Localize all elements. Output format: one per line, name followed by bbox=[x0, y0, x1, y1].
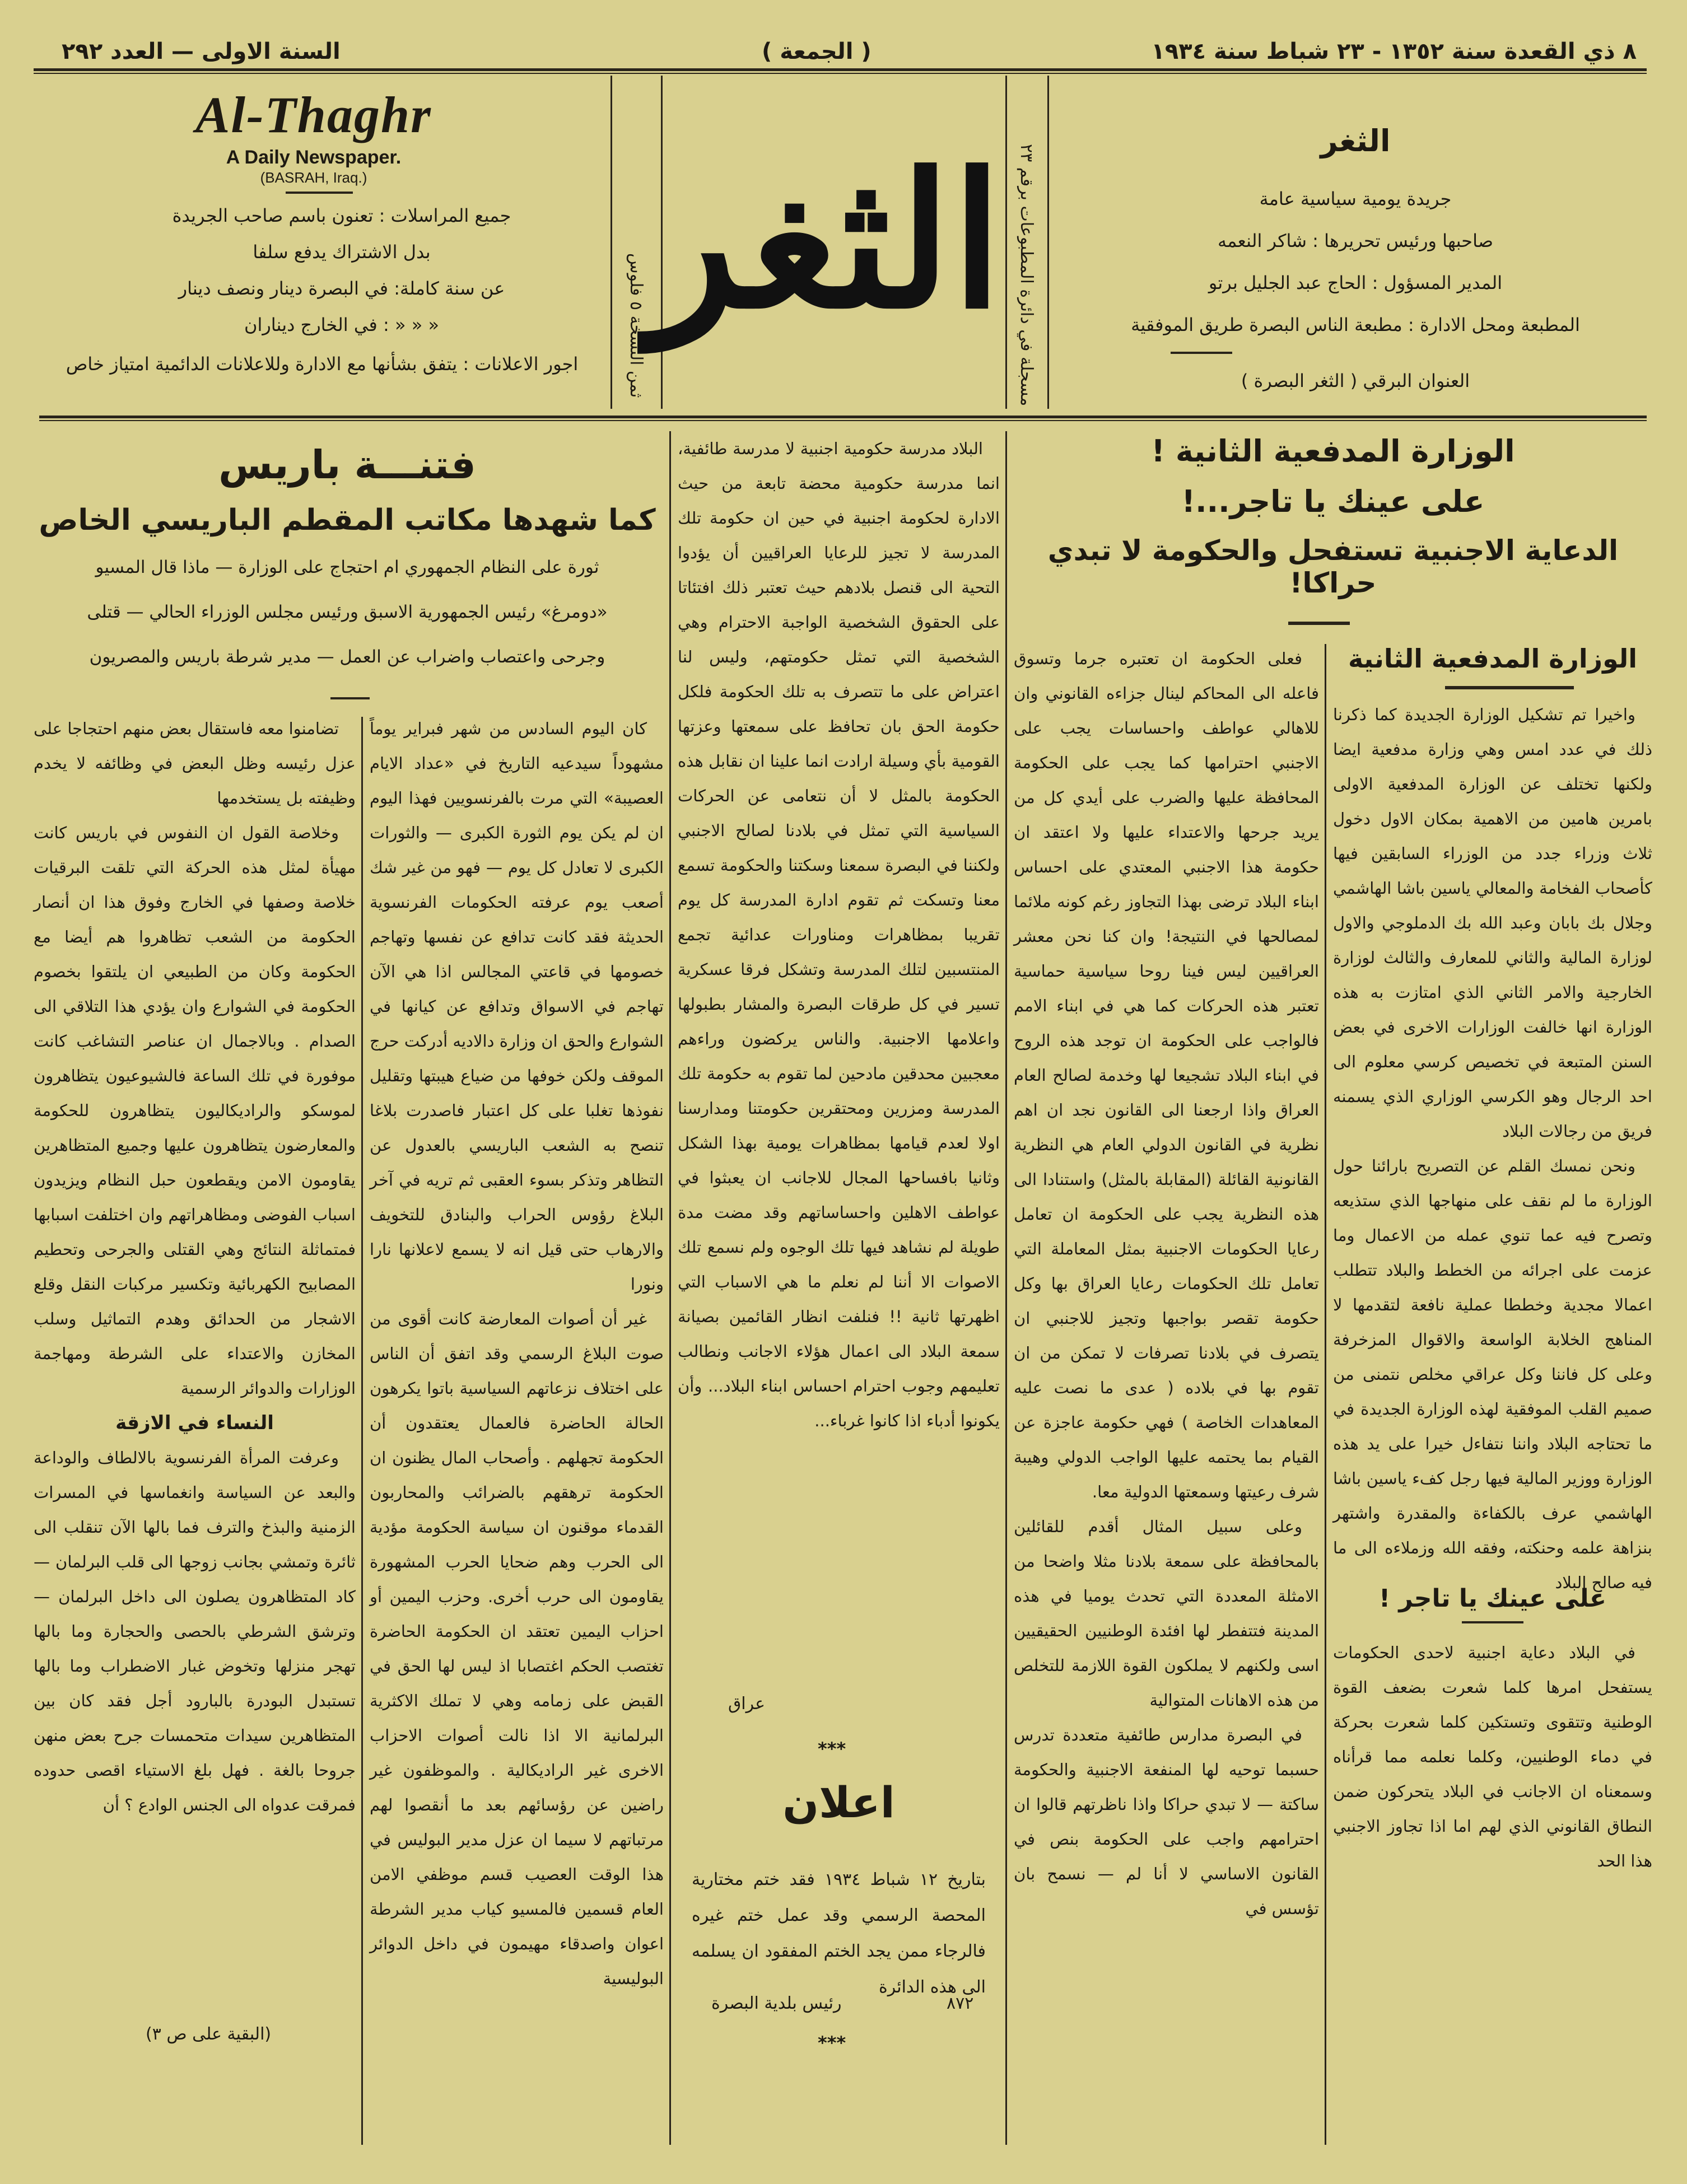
paragraph: في البلاد دعاية اجنبية لاحدى الحكومات يستفحل امرها كلما شعرت بضعف القوة الوطنية وتتقوى وتستكين كلما شعرت بحركة في دماء الوطنيين، وكلما نعلمه مما قرأناه وسمعناه ان الاجانب في البلاد يتحركون ضمن النطاق القانوني الذي لهم اما اذا تجاوز الاجنبي هذا الحد bbox=[1333, 1643, 1652, 1870]
lead-headline: على عينك يا تاجر...! bbox=[1181, 484, 1485, 519]
paragraph: تضامنوا معه فاستقال بعض منهم احتجاجا على عزل رئيسه وظل البعض في وظائفه لا يخدم وظيفته بل يستخدمها bbox=[34, 719, 356, 808]
paragraph: البلاد مدرسة حكومية اجنبية لا مدرسة طائفية، انما مدرسة حكومية محضة تابعة من حيث الادارة لحكومة اجنبية في حين ان حكومة تلك المدرسة لا تجيز للرعايا العراقيين أن يؤدوا التحية الى قنصل بلادهم حيث تعتبر ذلك افتئاتا على الحقوق الشخصية الواجبة الاحترام وهي الشخصية التي تمثل حكومتهم، وليس لنا اعتراض على ما تتصرف به تلك الحكومة فلكل حكومة الحق بان تحافظ على سمعتها وعزتها القومية بأي وسيلة ارادت انما علينا ان نقابل هذه الحكومة بالمثل لا أن نتعامى عن الحركات السياسية التي تمثل في بلادنا لصالح الاجنبي ولكننا في البصرة سمعنا وسكتنا والحكومة تسمع معنا وتسكت ثم تقوم ادارة المدرسة كل يوم تقريبا بمظاهرات ومناورات عدائية تجمع المنتسبين لتلك المدرسة وتشكل فرقا عسكرية تسير في كل طرقات البصرة والمشار بطبولها واعلامها الاجنبية. والناس يركضون وراءهم معجبين محدقين مادحين لما تقوم به حكومة تلك المدرسة ومزرين ومحتقرين حكومتنا ومدارسنا اولا لعدم قيامها بمظاهرات يومية بهذا الشكل وثانيا بافساحها المجال للاجانب ان يعبثوا في عواطف الاهلين واحساساتهم وقد مضت مدة طويلة لم نشاهد فيها تلك الوجوه ولم نسمع تلك الاصوات الا أننا لم نعلم ما هي الاسباب التي اظهرتها ثانية !! فنلفت انظار القائمين بصيانة سمعة البلاد الى اعمال هؤلاء الاجانب ونطالب تعليمهم وجوب احترام احساس ابناء البلاد... وأن يكونوا أدباء اذا كانوا غرباء... bbox=[678, 439, 1000, 1430]
registration-strip: مسجلة في دائرة المطبوعات برقم ٢٣ bbox=[1017, 143, 1036, 406]
paragraph: ونحن نمسك القلم عن التصريح بارائنا حول الوزارة ما لم نقف على منهاجها الذي ستذيعه وتصرح فيه عما تنوي عمله من الاعمال وما عزمت على اجرائه من الخطط والبلاد تتطلب اعمالا مجدية وخططا عملية نافعة لتقدمها لا المناهج الخلابة الواسعة والاقوال المزخرفة وعلى كل فاننا وكل عراقي مخلص نتمنى من صميم القلب الموفقية لهذه الوزارة الجديدة في ما تحتاجه البلاد واننا نتفاءل خيرا على يد هذه الوزارة ووزير المالية فيها رجل كفء ياسين باشا الهاشمي عرف بالكفاءة والمقدرة واشتهر بنزاهة علمه وحنكته، وفقه الله وزملاءه الى ما فيه صالح البلاد bbox=[1333, 1156, 1652, 1592]
column-rule bbox=[1005, 431, 1007, 2145]
paragraph: وعلى سبيل المثال أقدم للقائلين بالمحافظة على سمعة بلادنا مثلا واضحا من الامثلة المعددة التي تحدث يوميا في هذه المدينة فتتفطر لها افئدة الوطنيين الحقيقيين اسى ولكنهم لا يملكون القوة اللازمة للتخلص من هذه الاهانات المتوالية bbox=[1014, 1517, 1319, 1710]
paragraph: واخيرا تم تشكيل الوزارة الجديدة كما ذكرنا ذلك في عدد امس وهي وزارة مدفعية ايضا ولكنها تختلف عن الوزارة المدفعية الاولى بامرين هامين من الاهمية بمكان الاول دخول ثلاث وزراء جدد من الوزراء السابقين فيها كأصحاب الفخامة والمعالي ياسين باشا الهاشمي وجلال بك بابان وعبد الله بك الدملوجي والاول لوزارة المالية والثاني للمعارف والثالث لوزارة الخارجية والامر الثاني الذي امتازت به هذه الوزارة انها خالفت الوزارات الاخرى في بعض السنن المتبعة في تخصيص كرسي معلوم الى احد الرجال وهو الكرسي الوزاري الذي يسمنه فريق من رجالات البلاد bbox=[1333, 705, 1652, 1141]
paris-summary-line: «دومرغ» رئيس الجمهورية الاسبق ورئيس مجلس الوزراء الحالي — قتلى bbox=[87, 602, 608, 622]
newspaper-logo: الثغر bbox=[647, 132, 1003, 349]
divider bbox=[286, 192, 353, 194]
paragraph: وخلاصة القول ان النفوس في باريس كانت مهيأة لمثل هذه الحركة التي تلقت البرقيات خلاصة وصفها في الخارج وفوق هذا ان أنصار الحكومة من الشعب تظاهروا هم أيضا مع الحكومة وكان من الطبيعي ان يلتقوا بخصوم الحكومة في الشوارع وان يؤدي هذا التلاقي الى الصدام . وبالاجمال ان عناصر التشاغب كانت موفورة في تلك الساعة فالشيوعيون يتظاهرون لموسكو والراديكاليون يتظاهرون للحكومة والمعارضون يتظاهرون عليها وجميع المتظاهرين يقاومون الامن ويقطعون حبل النظام ويزيدون اسباب الفوضى ومظاهراتهم وان اختلفت اسبابها فمتماثلة النتائج وهي القتلى والجرحى وتحطيم المصابيح الكهربائية وتكسير مركبات النقل وقلع الاشجار من الحدائق وهدم التماثيل وسلب المخازن والاعتداء على الشرطة ومهاجمة الوزارات والدوائر الرسمية bbox=[34, 823, 356, 1398]
article-signature: عراق bbox=[728, 1694, 766, 1714]
column-rule bbox=[1325, 644, 1326, 2145]
masthead-line: المطبعة ومحل الادارة : مطبعة الناس البصرة طريق الموفقية bbox=[1131, 314, 1580, 335]
issue-date: ٨ ذي القعدة سنة ١٣٥٢ - ٢٣ شباط سنة ١٩٣٤ bbox=[1151, 39, 1637, 64]
paragraph: غير أن أصوات المعارضة كانت أقوى من صوت البلاغ الرسمي وقد اتفق أن الناس على اختلاف نزعاتهم السياسية باتوا يكرهون الحالة الحاضرة فالعمال يعتقدون أن الحكومة تجهلهم . وأصحاب المال يظنون ان الحكومة ترهقهم بالضرائب والمحاربون القدماء موقنون ان سياسة الحكومة مؤدية الى الحرب وهم ضحايا الحرب المشهورة يقاومون الى حرب أخرى. وحزب اليمين أو احزاب اليمين تعتقد ان الحكومة الحاضرة تغتصب الحكم اغتصابا اذ ليس لها الحق في القبض على زمامه وهي لا تملك الاكثرية البرلمانية الا اذا نالت أصوات الاحزاب الاخرى غير الراديكالية . والموظفون غير راضين عن رؤسائهم بعد ما أنقصوا لهم مرتباتهم لا سيما ان عزل مدير البوليس في هذا الوقت العصيب قسم موظفي الامن العام قسمين فالمسيو كياب مدير الشرطة اعوان واصدقاء مهيمون في داخل الدوائر البوليسية bbox=[370, 1309, 664, 1988]
divider bbox=[1445, 686, 1574, 689]
lead-headline: الوزارة المدفعية الثانية ! bbox=[1151, 433, 1515, 469]
column-rule bbox=[669, 431, 671, 2145]
ad-title: اعلان bbox=[782, 1777, 895, 1827]
english-subtitle: A Daily Newspaper. bbox=[226, 147, 402, 168]
ads-note: اجور الاعلانات : يتفق بشأنها مع الادارة وللاعلانات الدائمية امتياز خاص bbox=[66, 353, 579, 375]
paris-subtitle: كما شهدها مكاتب المقطم الباريسي الخاص bbox=[39, 503, 656, 537]
english-location: (BASRAH, Iraq.) bbox=[260, 169, 367, 186]
masthead-line: جريدة يومية سياسية عامة bbox=[1259, 188, 1452, 209]
masthead-line: المدير المسؤول : الحاج عبد الجليل برتو bbox=[1208, 272, 1503, 293]
paragraph: كان اليوم السادس من شهر فبراير يوماً مشهوداً سيدعيه التاريخ في «عداد الايام العصيبة» التي مرت بالفرنسويين فهذا اليوم ان لم يكن يوم الثورة الكبرى — والثورات الكبرى لا تعادل كل يوم — فهو من غير شك أصعب يوم عرفته الحكومات الفرنسوية الحديثة فقد كانت تدافع عن نفسها وتهاجم خصومها في قاعتي المجالس اذا هي الآن تهاجم في الاسواق وتدافع عن كيانها في الشوارع والحق ان وزارة دالاديه أدركت حرج الموقف ولكن خوفها من ضياع هيبتها وتقليل نفوذها تغلبا على كل اعتبار فاصدرت بلاغا تنصح به الشعب الباريسي بالعدول عن التظاهر وتذكر بسوء العقبى ثم تريه في آخر البلاغ رؤوس الحراب والبنادق للتخويف والارهاب حتى قيل انه لا يسمع لاعلانها نارا ونورا bbox=[370, 719, 664, 1294]
col1-article bbox=[1333, 697, 1652, 1592]
english-title: Al-Thaghr bbox=[195, 86, 432, 143]
masthead-line: عن سنة كاملة: في البصرة دينار ونصف دينار bbox=[178, 278, 505, 299]
ad-signer: رئيس بلدية البصرة bbox=[711, 1994, 842, 2013]
women-subhead: النساء في الازقة bbox=[115, 1412, 274, 1434]
masthead-bottom-rule bbox=[39, 416, 1647, 421]
col1-second-title: على عينك يا تاجر ! bbox=[1379, 1584, 1606, 1613]
col2-article bbox=[1014, 641, 1319, 2097]
ad-number: ٨٧٢ bbox=[947, 1994, 974, 2013]
paris-summary-line: وجرحى واعتصاب واضراب عن العمل — مدير شرطة باريس والمصريون bbox=[89, 647, 605, 667]
divider bbox=[1288, 622, 1350, 625]
masthead-rule bbox=[1047, 76, 1049, 409]
col1-second-article bbox=[1333, 1635, 1652, 2094]
paris-col5 bbox=[34, 711, 356, 1996]
paragraph: فعلى الحكومة ان تعتبره جرما وتسوق فاعله الى المحاكم لينال جزاءه القانوني وان للاهالي عواطف واحساسات يجب على الاجنبي احترامها كما يجب على الحكومة المحافظة عليها والضرب على أيدي كل من يريد جرحها والاعتداء عليها ولا اعتقد ان حكومة هذا الاجنبي المعتدي على احساس ابناء البلاد ترضى بهذا التجاوز رغم كونه ملائما لمصالحها في النتيجة! وان كنا نحن معشر العراقيين ليس فينا روحا سياسية حماسية تعتبر هذه الحركات كما هي في ابناء الامم فالواجب على الحكومة ان توجد هذه الروح في ابناء البلاد تشجيعا لها وخدمة لصالح العام العراق واذا ارجعنا الى القانون نجد ان اهم نظرية في القانون الدولي العام هي النظرية القانونية القائلة (المقابلة بالمثل) واستنادا الى هذه النظرية يجب على الحكومة ان تعامل رعايا الحكومات الاجنبية بمثل المعاملة التي تعامل تلك الحكومات رعايا العراق بها وكل حكومة تقصر بواجبها وتجيز للاجنبي ان يتصرف في بلادنا تصرفات لا تمكن من ان تقوم بها في بلاده ( عدى ما نصت عليه المعاهدات الخاصة ) فهي حكومة عاجزة عن القيام بما يحتمه عليها الواجب الدولي وهيبة شرف رعيتها وسمعتها الدولية معا. bbox=[1014, 649, 1319, 1501]
divider bbox=[1171, 352, 1232, 354]
masthead-line: « « « : في الخارج ديناران bbox=[244, 314, 440, 335]
masthead-line: صاحبها ورئيس تحريرها : شاكر النعمه bbox=[1217, 230, 1493, 251]
ornament-stars: *** bbox=[818, 1738, 846, 1760]
paragraph: في البصرة مدارس طائفية متعددة تدرس حسبما توحيه لها المنفعة الاجنبية والحكومة ساكتة — لا تبدي حراكا واذا ناظرتهم قالوا ان احترامهم واجب على الحكومة بنص في القانون الاساسي لا أنا لم — نسمح بان تؤسس في bbox=[1014, 1725, 1319, 1918]
paris-title: فتنـــة باريس bbox=[218, 442, 476, 488]
col1-title: الوزارة المدفعية الثانية bbox=[1348, 643, 1638, 674]
continued-note: (البقية على ص ٣) bbox=[146, 2024, 272, 2044]
masthead-rule bbox=[1005, 76, 1007, 409]
paragraph: وعرفت المرأة الفرنسوية بالالطاف والوداعة والبعد عن السياسة وانغماسها في المسرات الزمنية والبذخ والترف فما بالها الآن تنقلب الى ثائرة وتمشي بجانب زوجها الى قلب البرلمان — كاد المتظاهرون يصلون الى داخل البرلمان — وترشق الشرطي بالحصى والحجارة وما بالها تهجر منزلها وتخوض غبار الاضطراب وما بالها تستبدل البودرة بالبارود أجل فقد كان بين المتظاهرين سيدات متحمسات جرح بعض منهن جروحا بالغة . فهل بلغ الاستياء اقصى حدوده فمرقت عدواه الى الجنس الوادع ؟ أن bbox=[34, 1448, 356, 1814]
lead-headline: الدعاية الاجنبية تستفحل والحكومة لا تبدي حراكا! bbox=[1047, 534, 1619, 599]
top-rule bbox=[34, 68, 1647, 74]
masthead-rule bbox=[611, 76, 612, 409]
price-strip: ثمن النسخة ٥ فلوس bbox=[626, 253, 646, 398]
masthead-line: العنوان البرقي ( الثغر البصرة ) bbox=[1241, 370, 1470, 391]
paris-col4 bbox=[370, 711, 664, 2135]
col3-article bbox=[678, 431, 1000, 1681]
divider bbox=[1462, 1621, 1523, 1623]
masthead-line: بدل الاشتراك يدفع سلفا bbox=[253, 241, 431, 263]
column-rule bbox=[361, 717, 363, 2145]
paris-summary-line: ثورة على النظام الجمهوري ام احتجاج على الوزارة — ماذا قال المسيو bbox=[95, 557, 599, 577]
ad-body bbox=[692, 1862, 986, 1997]
masthead-right-title: الثغر bbox=[1320, 123, 1391, 158]
issue-day: ( الجمعة ) bbox=[762, 39, 872, 64]
masthead-line: جميع المراسلات : تعنون باسم صاحب الجريدة bbox=[172, 205, 511, 226]
ad-text: بتاريخ ١٢ شباط ١٩٣٤ فقد ختم مختارية المحصة الرسمي وقد عمل ختم غيره فالرجاء ممن يجد الختم المفقود ان يسلمه الى هذه الدائرة bbox=[692, 1870, 986, 1997]
divider bbox=[330, 697, 370, 699]
issue-number: السنة الاولى — العدد ٢٩٢ bbox=[62, 39, 341, 64]
ornament-stars: *** bbox=[818, 2032, 846, 2054]
